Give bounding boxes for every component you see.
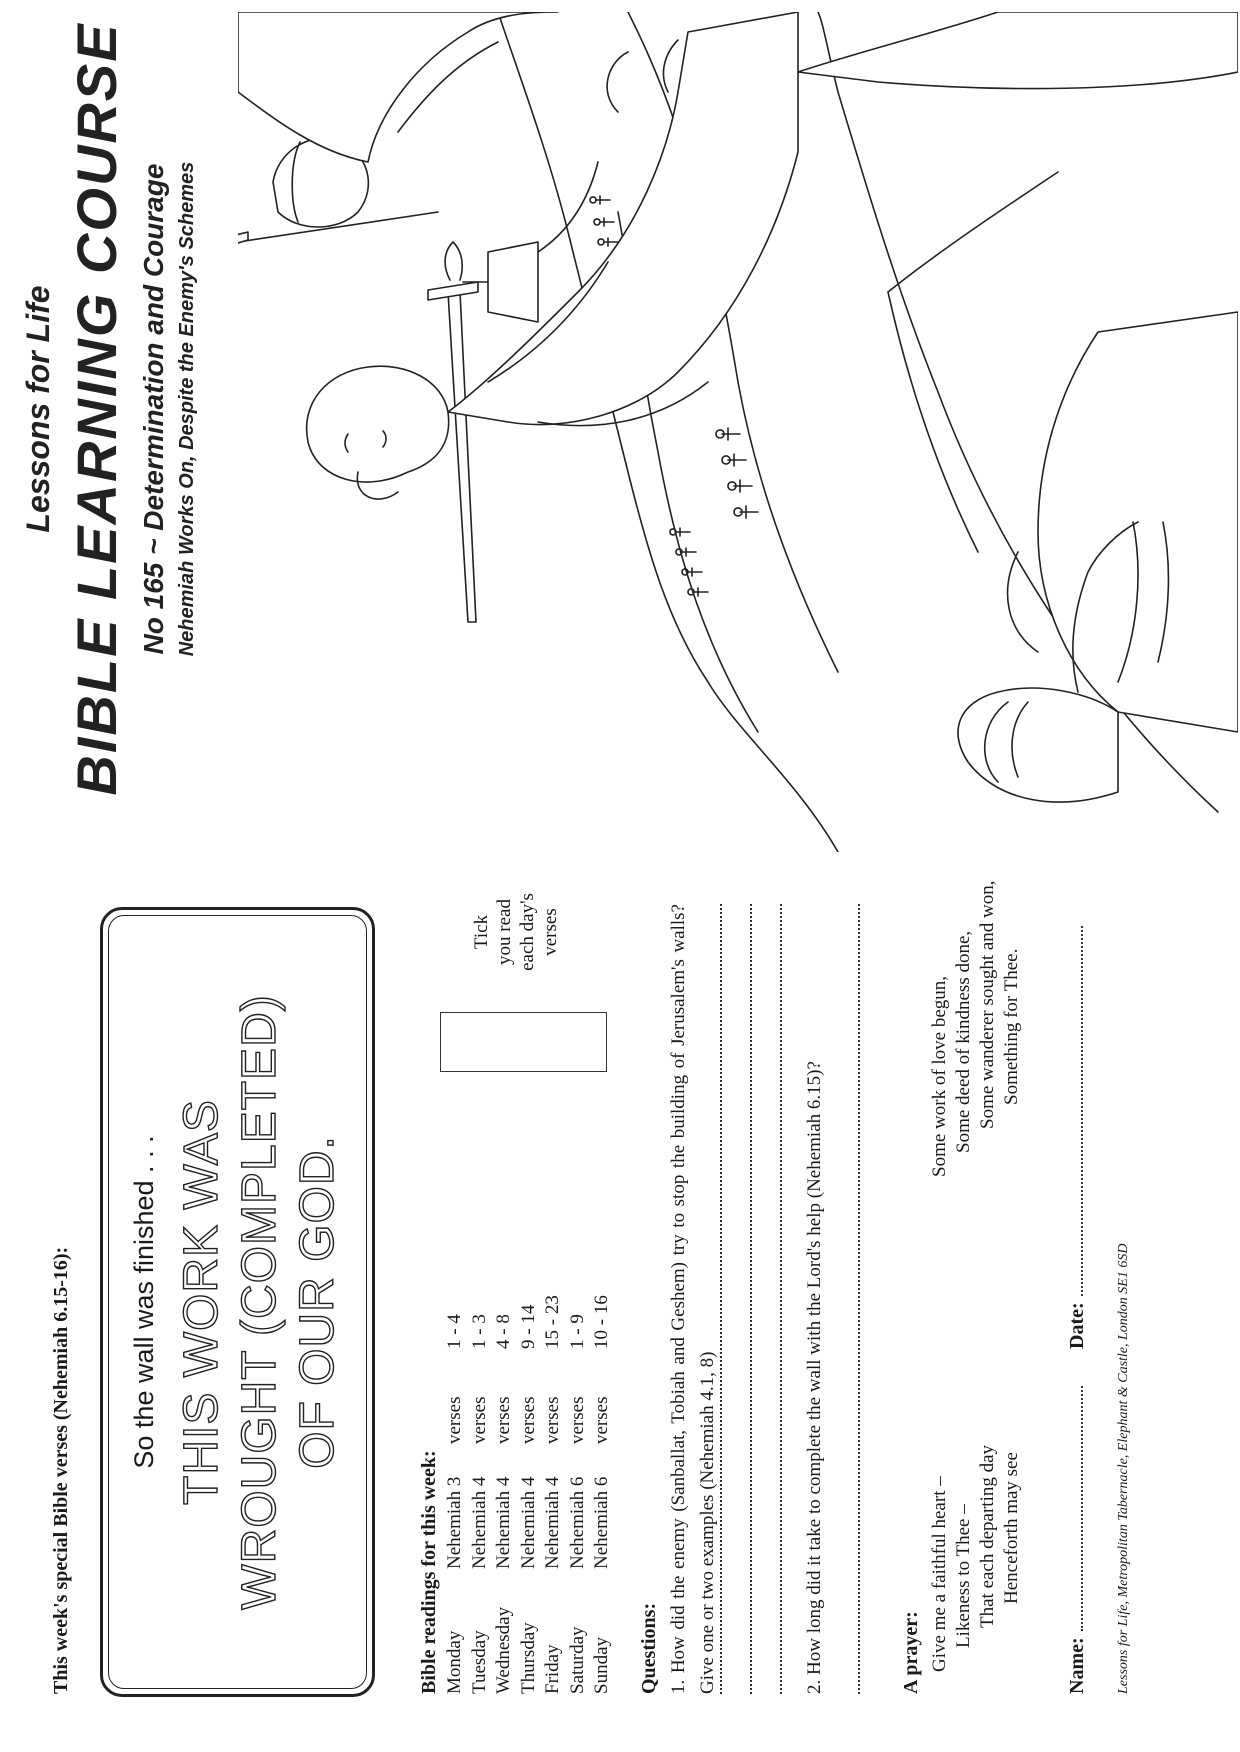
prayer-line: Some deed of kindness done, — [953, 930, 974, 1153]
prayer-line: Henceforth may see — [1001, 1452, 1022, 1604]
date-blank[interactable] — [1081, 926, 1083, 1296]
reading-book: Nehemiah 6 — [566, 1476, 588, 1569]
prayer-line: Likeness to Thee – — [953, 1504, 974, 1648]
tick-instructions — [470, 872, 562, 992]
prayer-stanza-1 — [928, 1445, 1024, 1672]
reading-book: Nehemiah 4 — [542, 1476, 563, 1569]
reading-day: Friday — [542, 1644, 563, 1694]
reading-verses-word: verses — [444, 1396, 465, 1444]
reading-range: 9 - 14 — [517, 1304, 539, 1349]
questions-title: Questions: — [638, 1602, 660, 1694]
reading-day: Thursday — [517, 1622, 539, 1694]
illustration-drawing — [238, 12, 1238, 852]
reading-book: Nehemiah 3 — [444, 1476, 465, 1569]
reading-day: Monday — [444, 1630, 465, 1694]
reading-verses-word: verses — [591, 1396, 612, 1444]
memory-verse-text — [173, 910, 347, 1694]
tick-line: verses — [540, 908, 561, 956]
reading-verses-word: verses — [517, 1396, 539, 1444]
publisher-footer: Lessons for Life, Metropolitan Tabernacle, Elephant & Castle, London SE1 6SD — [1116, 1243, 1131, 1694]
reading-day: Saturday — [566, 1626, 588, 1694]
memory-verse-box — [100, 907, 375, 1697]
name-field[interactable] — [1066, 1386, 1089, 1694]
verse-line: OF OUR GOD. — [291, 1135, 344, 1469]
reading-day: Wednesday — [493, 1606, 514, 1694]
reading-range: 1 - 9 — [566, 1314, 588, 1349]
prayer-line: Give me a faithful heart – — [929, 1476, 950, 1672]
tick-line: Tick — [471, 914, 492, 950]
date-label: Date: — [1066, 1302, 1088, 1349]
reading-day: Tuesday — [468, 1630, 490, 1694]
question-1: 1. How did the enemy (Sanballat, Tobiah and Geshem) try to stop the building of Jerusalem's walls? Give one or two examples (Nehemiah 4.1, 8) — [668, 904, 718, 1694]
answer-line[interactable] — [858, 904, 860, 1694]
answer-line[interactable] — [720, 904, 722, 1694]
answer-line[interactable] — [780, 904, 782, 1694]
question-2: 2. How long did it take to complete the wall with the Lord's help (Nehemiah 6.15)? — [804, 1061, 825, 1694]
reading-book: Nehemiah 4 — [517, 1476, 539, 1569]
prayer-line: Something for Thee. — [1001, 948, 1022, 1105]
series-title: Lessons for Life — [20, 285, 56, 533]
reading-range: 15 - 23 — [542, 1295, 563, 1349]
lesson-subtitle: Nehemiah Works On, Despite the Enemy's Schemes — [176, 161, 198, 657]
verse-line: WROUGHT (COMPLETED) — [233, 994, 286, 1610]
prayer-line: Some wanderer sought and won, — [977, 880, 998, 1129]
verse-intro: So the wall was finished . . . — [129, 1135, 159, 1469]
prayer-stanza-2 — [928, 880, 1024, 1177]
reading-verses-word: verses — [493, 1396, 514, 1444]
prayer-line: Some work of love begun, — [929, 975, 950, 1177]
lesson-number-title: No 165 ~ Determination and Courage — [138, 163, 169, 655]
prayer-line: That each departing day — [977, 1444, 998, 1628]
verse-line: THIS WORK WAS — [175, 1099, 228, 1505]
reading-book: Nehemiah 4 — [468, 1476, 490, 1569]
reading-range: 10 - 16 — [591, 1295, 612, 1349]
special-verses-heading: This week's special Bible verses (Nehemiah 6.15-16): — [50, 1246, 72, 1694]
prayer-title: A prayer: — [900, 1611, 922, 1694]
name-blank[interactable] — [1081, 1386, 1083, 1631]
course-title: BIBLE LEARNING COURSE — [65, 22, 128, 796]
reading-book: Nehemiah 4 — [493, 1476, 514, 1569]
tick-line: you read — [494, 899, 515, 965]
date-field[interactable] — [1066, 926, 1089, 1349]
reading-verses-word: verses — [468, 1396, 490, 1444]
readings-title: Bible readings for this week: — [418, 1450, 440, 1694]
reading-range: 1 - 4 — [444, 1314, 465, 1349]
reading-book: Nehemiah 6 — [591, 1476, 612, 1569]
reading-verses-word: verses — [566, 1396, 588, 1444]
nehemiah-wall-illustration — [238, 12, 1238, 852]
tick-line: each day's — [517, 893, 538, 971]
reading-range: 4 - 8 — [493, 1314, 514, 1349]
reading-verses-word: verses — [542, 1396, 563, 1444]
reading-day: Sunday — [591, 1637, 612, 1694]
tick-box[interactable] — [440, 1012, 607, 1072]
reading-range: 1 - 3 — [468, 1314, 490, 1349]
answer-line[interactable] — [750, 904, 752, 1694]
name-label: Name: — [1066, 1637, 1088, 1694]
